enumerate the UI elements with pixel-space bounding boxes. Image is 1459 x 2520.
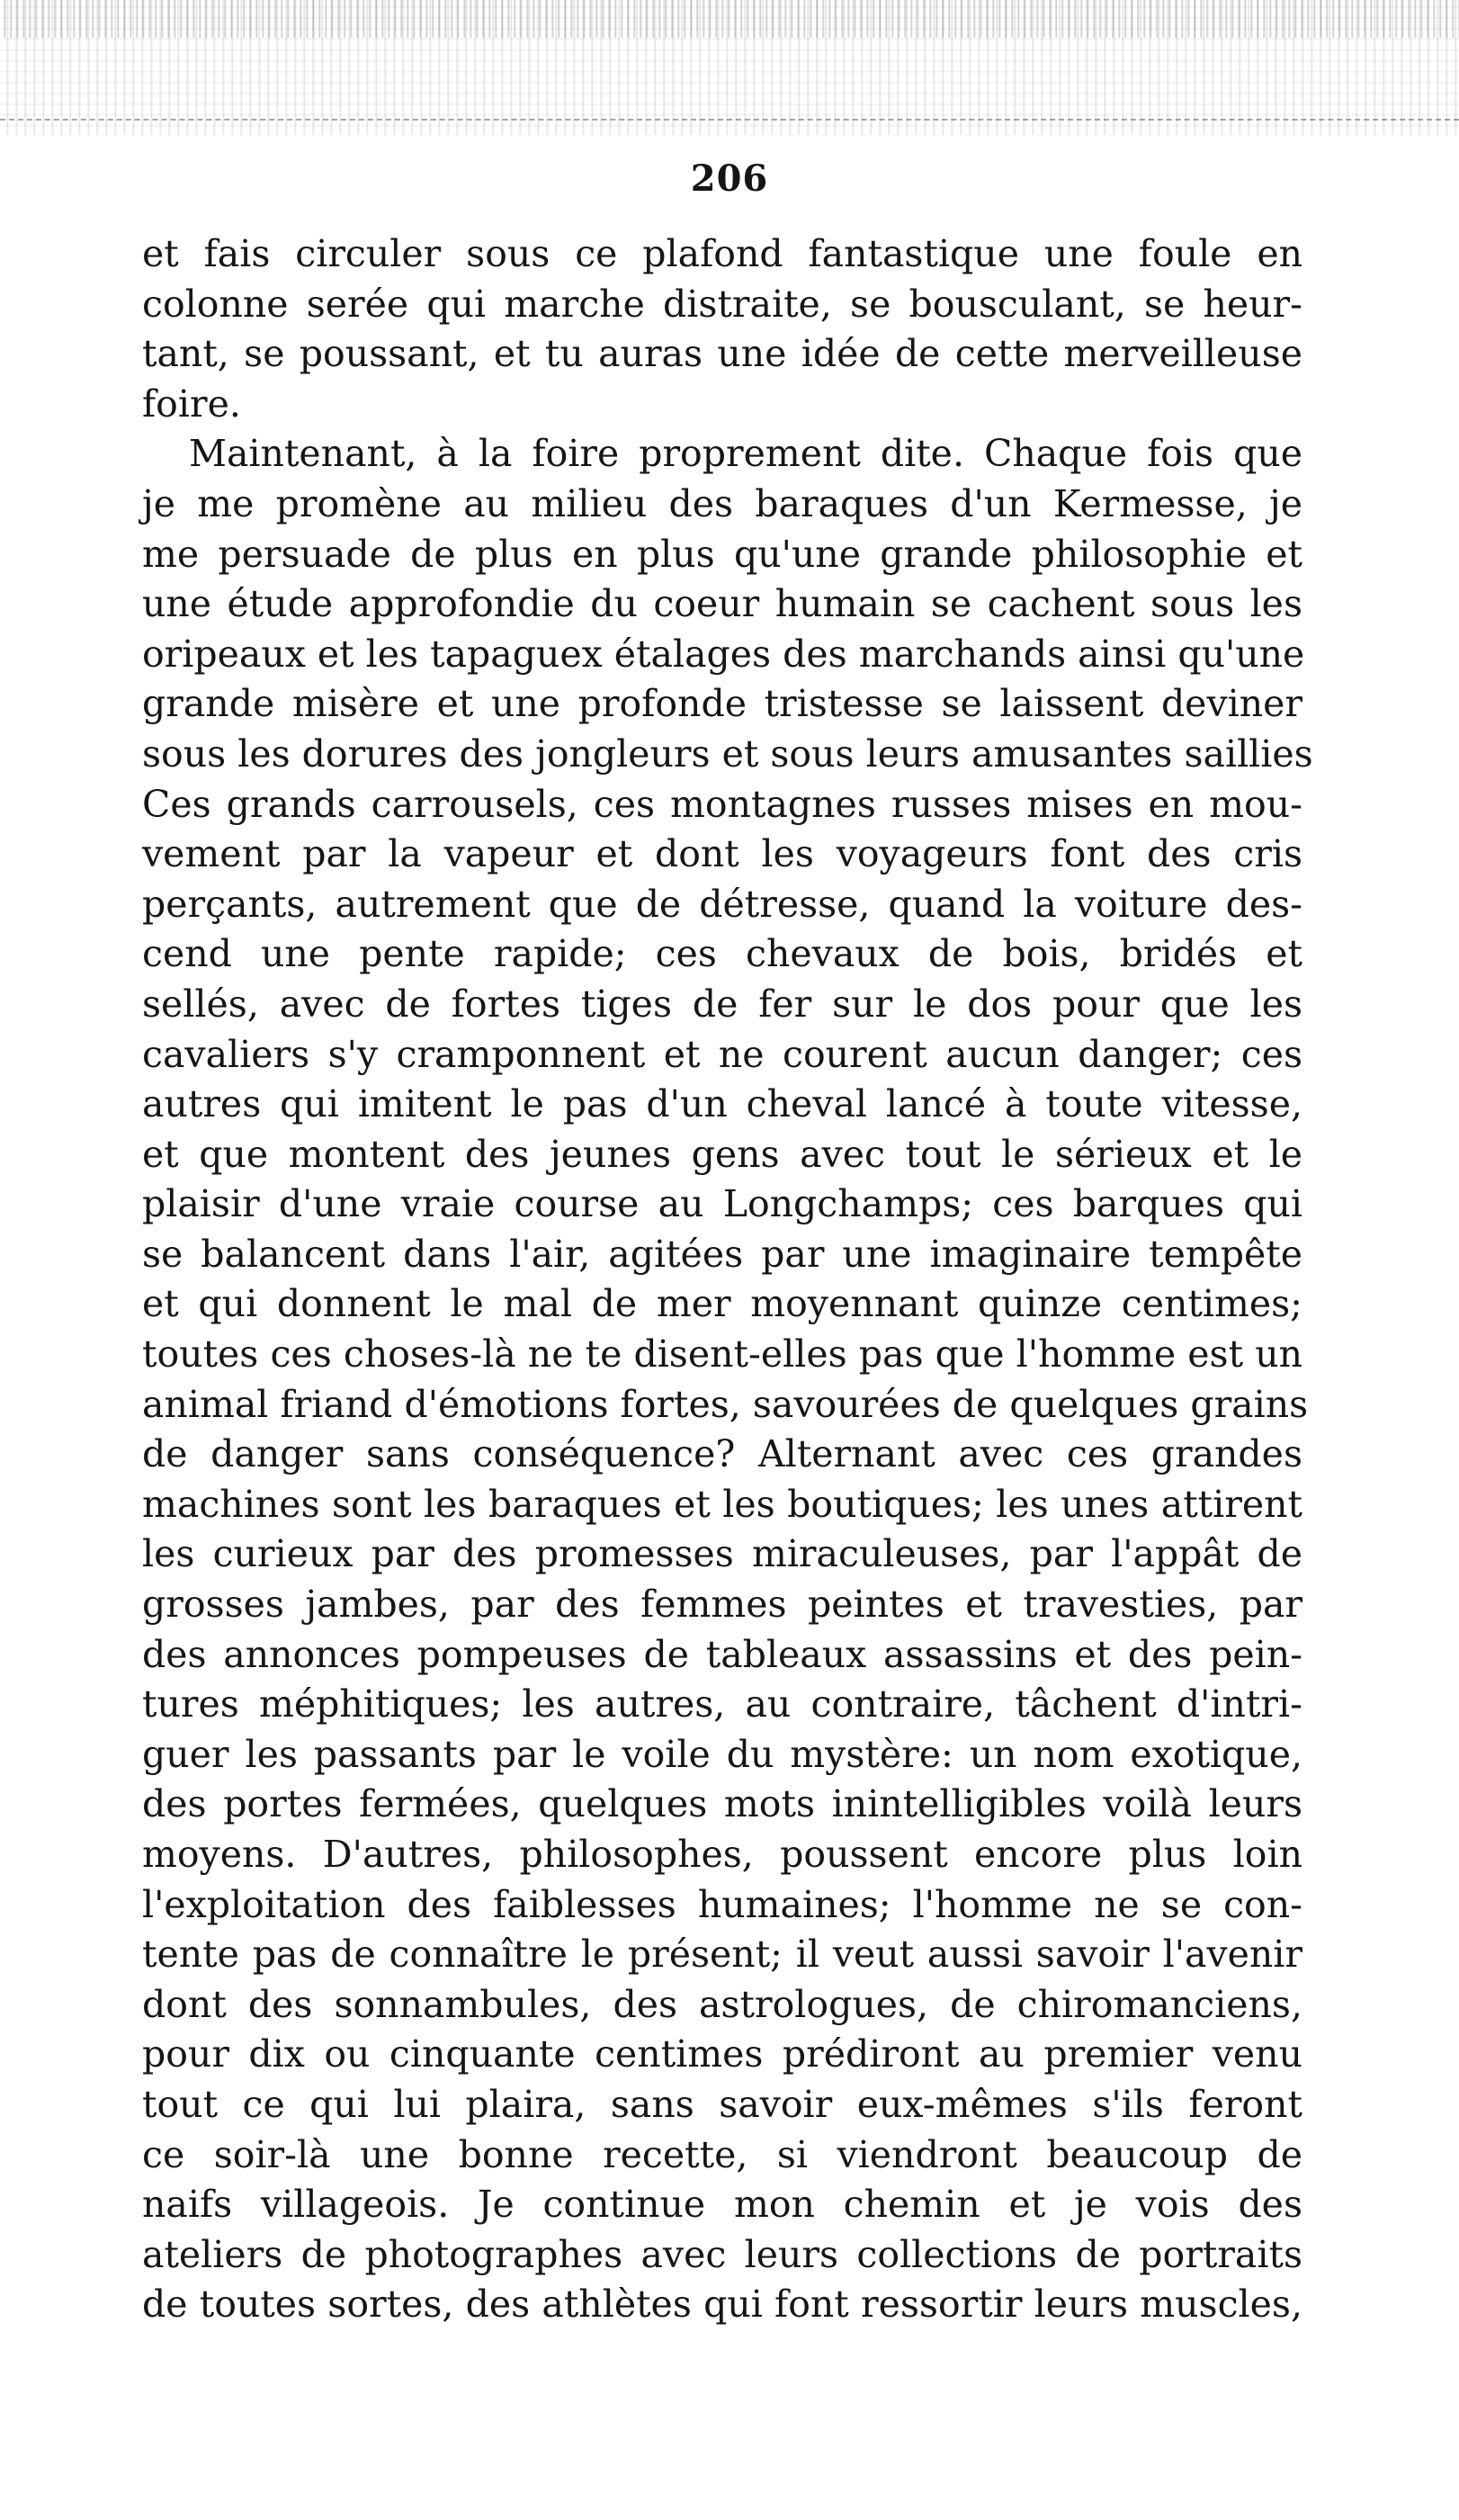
text-line: des portes fermées, quelques mots inintelligibles voilà leurs (142, 1782, 1302, 1826)
text-line: sellés, avec de fortes tiges de fer sur le dos pour que les (142, 982, 1302, 1026)
text-line: animal friand d'émotions fortes, savourées de quelques grains (142, 1382, 1309, 1426)
text-line: de danger sans conséquence? Alternant avec ces grandes (142, 1432, 1302, 1476)
text-line: machines sont les baraques et les boutiques; les unes attirent (142, 1482, 1302, 1526)
scan-rule (0, 119, 1459, 121)
text-line: guer les passants par le voile du mystère: un nom exotique, (142, 1732, 1302, 1776)
text-line: Maintenant, à la foire proprement dite. Chaque fois que (189, 432, 1302, 476)
body-text (142, 229, 1313, 2330)
text-line: sous les dorures des jongleurs et sous leurs amusantes saillies (142, 731, 1313, 776)
text-line: et fais circuler sous ce plafond fantastique une foule en (142, 232, 1302, 275)
text-line: je me promène au milieu des baraques d'un Kermesse, je (142, 481, 1302, 525)
text-line: grosses jambes, par des femmes peintes et travesties, par (142, 1583, 1302, 1627)
text-line: grande misère et une profonde tristesse se laissent deviner (142, 682, 1302, 726)
text-line: l'exploitation des faiblesses humaines; l'homme ne se con- (142, 1882, 1302, 1926)
text-line: foire. (142, 381, 241, 426)
text-line: Ces grands carrousels, ces montagnes russes mises en mou- (142, 782, 1302, 826)
text-line: vement par la vapeur et dont les voyageurs font des cris (142, 832, 1302, 876)
text-line: se balancent dans l'air, agitées par une imaginaire tempête (142, 1232, 1302, 1276)
text-line: des annonces pompeuses de tableaux assassins et des pein- (142, 1632, 1302, 1676)
page-number: 206 (690, 157, 769, 200)
text-line: tout ce qui lui plaira, sans savoir eux-mêmes s'ils feront (142, 2082, 1302, 2126)
text-line: les curieux par des promesses miraculeuses, par l'appât de (142, 1532, 1302, 1576)
text-line: me persuade de plus en plus qu'une grande philosophie et (142, 532, 1302, 576)
text-line: ce soir-là une bonne recette, si viendront beaucoup de (142, 2132, 1302, 2176)
text-line: autres qui imitent le pas d'un cheval lancé à toute vitesse, (142, 1082, 1302, 1126)
text-line: toutes ces choses-là ne te disent-elles pas que l'homme est un (142, 1332, 1302, 1377)
text-line: et que montent des jeunes gens avec tout le sérieux et le (142, 1132, 1302, 1176)
text-line: tente pas de connaître le présent; il veut aussi savoir l'avenir (142, 1933, 1302, 1977)
text-line: dont des sonnambules, des astrologues, de chiromanciens, (142, 1982, 1302, 2026)
text-line: naifs villageois. Je continue mon chemin et je vois des (142, 2183, 1302, 2227)
text-line: perçants, autrement que de détresse, quand la voiture des- (142, 882, 1302, 926)
text-line: cend une pente rapide; ces chevaux de bois, bridés et (142, 932, 1302, 976)
text-line: oripeaux et les tapaguex étalages des marchands ainsi qu'une (142, 632, 1305, 676)
text-line: tures méphitiques; les autres, au contraire, tâchent d'intri- (142, 1682, 1302, 1726)
text-line: une étude approfondie du coeur humain se cachent sous les (142, 582, 1302, 626)
text-line: moyens. D'autres, philosophes, poussent encore plus loin (142, 1833, 1302, 1876)
text-line: tant, se poussant, et tu auras une idée de cette merveilleuse (142, 332, 1302, 376)
text-line: plaisir d'une vraie course au Longchamps; ces barques qui (142, 1182, 1302, 1226)
scan-noise-edge (0, 0, 1459, 38)
text-line: ateliers de photographes avec leurs collections de portraits (142, 2232, 1302, 2276)
text-line: colonne serée qui marche distraite, se bousculant, se heur- (142, 282, 1302, 326)
text-line: de toutes sortes, des athlètes qui font ressortir leurs muscles, (142, 2282, 1302, 2327)
text-line: pour dix ou cinquante centimes prédiront au premier venu (142, 2032, 1302, 2076)
text-line: cavaliers s'y cramponnent et ne courent aucun danger; ces (142, 1032, 1302, 1076)
text-line: et qui donnent le mal de mer moyennant quinze centimes; (142, 1282, 1302, 1326)
